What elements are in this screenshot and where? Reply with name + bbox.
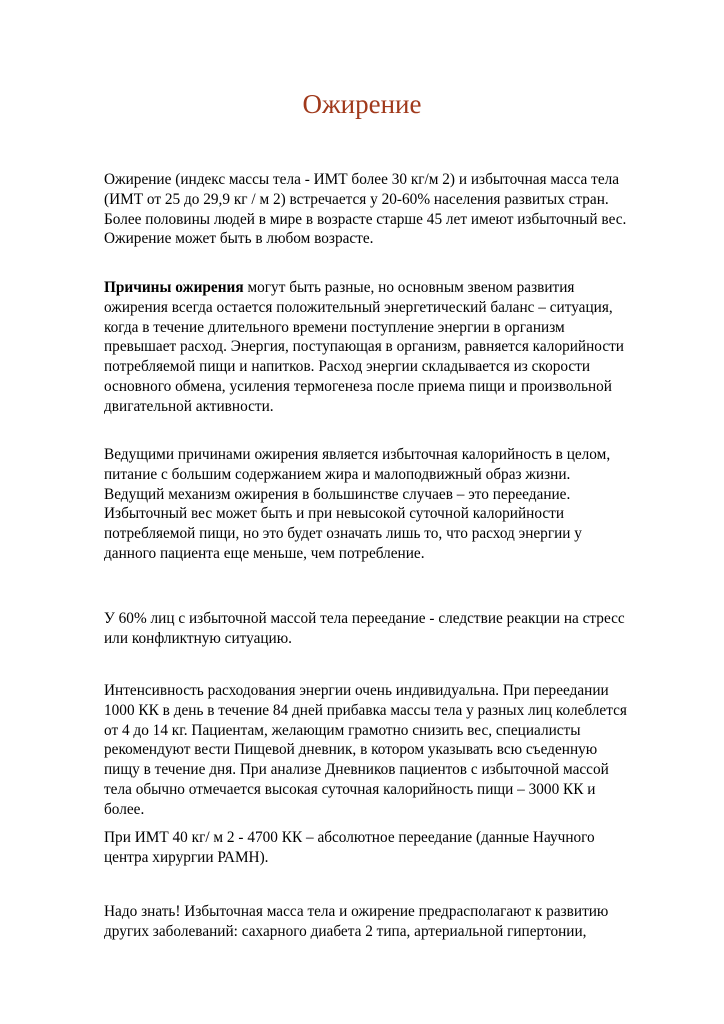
text-line: Ожирение может быть в любом возрасте.	[104, 230, 374, 248]
text-line: основного обмена, усиления термогенеза после приема пищи и произвольной	[104, 377, 612, 395]
text-line: от 4 до 14 кг. Пациентам, желающим грамотно снизить вес, специалисты	[104, 721, 581, 739]
text-line: Ожирение (индекс массы тела - ИМТ более 30 кг/м 2) и избыточная масса тела	[104, 171, 620, 188]
text-line: двигательной активности.	[104, 397, 274, 415]
text-line: Надо знать! Избыточная масса тела и ожирение предрасполагают к развитию	[104, 903, 609, 920]
page-title: Ожирение	[302, 89, 422, 119]
causes-heading: Причины ожирения	[104, 279, 244, 296]
text-line: рекомендуют вести Пищевой дневник, в котором указывать всю съеденную	[104, 741, 598, 759]
text-line	[104, 278, 684, 298]
paragraph-definition	[104, 170, 684, 249]
paragraph-leading-causes	[104, 445, 684, 564]
text-line: или конфликтную ситуацию.	[104, 629, 292, 647]
text-line: Более половины людей в мире в возрасте старше 45 лет имеют избыточный вес.	[104, 210, 627, 228]
text-line: потребляемой пищи, но это будет означать лишь то, что расход энергии у	[104, 525, 582, 543]
text-line: центра хирургии РАМН).	[104, 848, 269, 866]
text-line: потребляемой пищи и напитков. Расход энергии складывается из скорости	[104, 358, 591, 376]
paragraph-note	[104, 902, 684, 942]
paragraph-stress	[104, 609, 684, 649]
paragraph-bmi-40	[104, 828, 684, 868]
text-line: При ИМТ 40 кг/ м 2 - 4700 КК – абсолютное переедание (данные Научного	[104, 829, 595, 846]
text-line: Интенсивность расходования энергии очень индивидуальна. При переедании	[104, 682, 609, 699]
text-line: 1000 КК в день в течение 84 дней прибавка массы тела у разных лиц колеблется	[104, 701, 627, 719]
text-line: данного пациента еще меньше, чем потребление.	[104, 544, 425, 562]
text-line: (ИМТ от 25 до 29,9 кг / м 2) встречается у 20-60% населения развитых стран.	[104, 190, 609, 208]
causes-first-line-rest: могут быть разные, но основным звеном развития	[243, 279, 575, 296]
text-line: превышает расход. Энергия, поступающая в организм, равняется калорийности	[104, 338, 624, 356]
text-line: ожирения всегда остается положительный энергетический баланс – ситуация,	[104, 298, 613, 316]
text-line: питание с большим содержанием жира и малоподвижный образ жизни.	[104, 465, 571, 483]
text-line: Ведущий механизм ожирения в большинстве случаев – это переедание.	[104, 485, 571, 503]
text-line: тела обычно отмечается высокая суточная калорийность пищи – 3000 КК и	[104, 780, 596, 798]
paragraph-energy-expenditure	[104, 681, 684, 820]
text-line: когда в течение длительного времени поступление энергии в организм	[104, 318, 565, 336]
text-line: более.	[104, 800, 145, 818]
text-line: пищу в течение дня. При анализе Дневников пациентов с избыточной массой	[104, 761, 609, 779]
text-line: других заболеваний: сахарного диабета 2 типа, артериальной гипертонии,	[104, 922, 587, 940]
paragraph-causes	[104, 278, 684, 417]
text-line: Ведущими причинами ожирения является избыточная калорийность в целом,	[104, 446, 611, 463]
text-line: У 60% лиц с избыточной массой тела переедание - следствие реакции на стресс	[104, 610, 625, 627]
text-line: Избыточный вес может быть и при невысокой суточной калорийности	[104, 505, 565, 523]
